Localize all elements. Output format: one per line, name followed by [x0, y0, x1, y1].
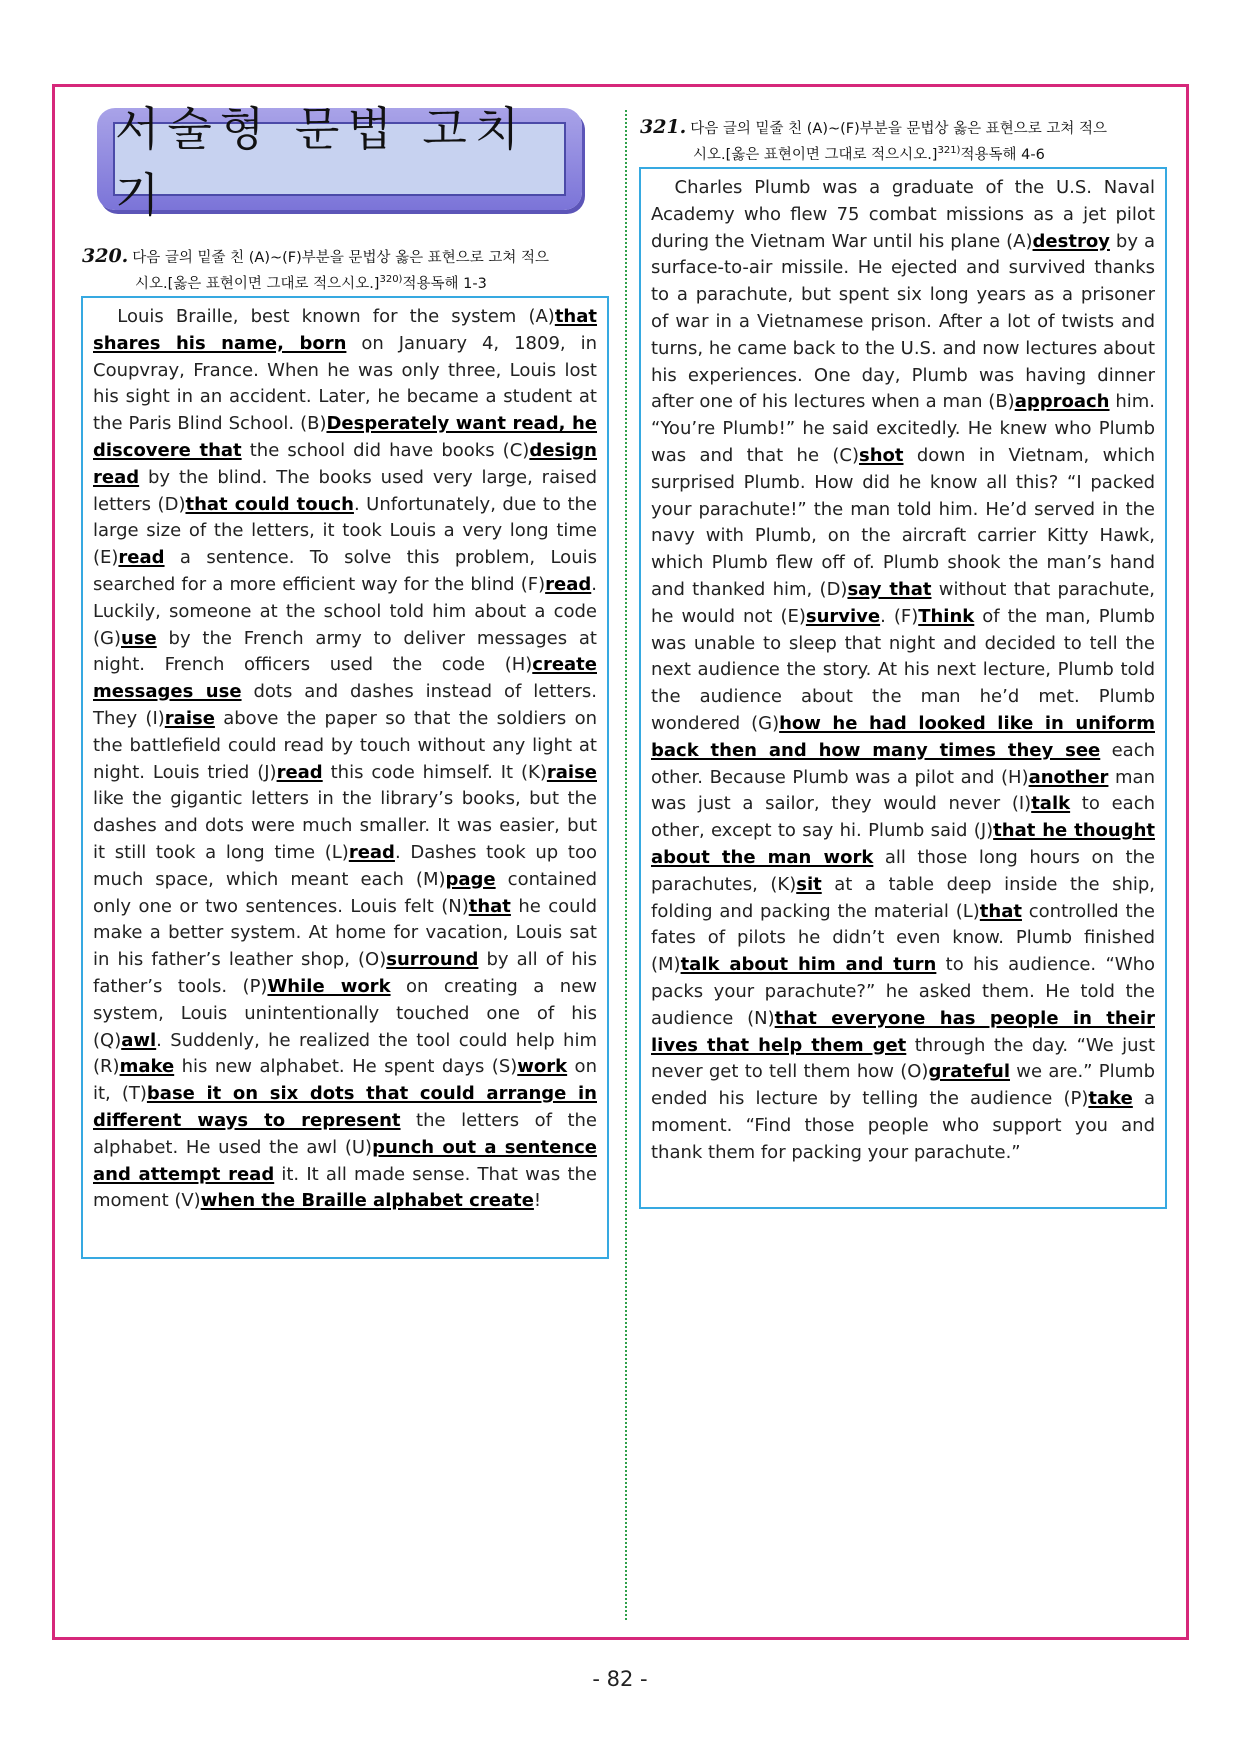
passage-text: to each other, except to say hi. Plumb said (J)	[651, 793, 1155, 842]
passage-text: like the gigantic letters in the library’s books, but the dashes and dots were much smaller. It was easier, but it still took a long time (L)	[93, 788, 597, 863]
passage-text: him. “You’re Plumb!” he said excitedly. He knew who Plumb was and that he (C)	[651, 391, 1155, 466]
page-number: - 82 -	[592, 1667, 648, 1691]
passage-text: on January 4, 1809, in Coupvray, France. When he was only three, Louis lost his sight in an accident. Later, he became a student at the Paris Blind School. (B)	[93, 332, 597, 435]
underlined-phrase: raise	[546, 761, 597, 783]
underlined-phrase: read	[348, 841, 395, 863]
passage-text: on it, (T)	[93, 1056, 597, 1105]
underlined-phrase: talk about him and turn	[680, 954, 937, 976]
passage-text: of the man, Plumb was unable to sleep that night and decided to tell the next audience the story. At his next lecture, Plumb told the audience about the man he’d met. Plumb wondered (G)	[651, 605, 1155, 734]
q320-instruction-line2: 시오.[옳은 표현이면 그대로 적으시오.]	[135, 275, 380, 292]
underlined-phrase: read	[276, 761, 323, 783]
q320-header	[82, 246, 612, 295]
underlined-phrase: approach	[1014, 391, 1110, 413]
q320-passage-box	[81, 296, 609, 1259]
underlined-phrase: read	[118, 547, 165, 569]
underlined-phrase: how he had looked like in uniform back then and how many times they see	[651, 712, 1155, 761]
underlined-phrase: Desperately want read, he discovere that	[93, 413, 598, 461]
passage-text: by all of his father’s tools. (P)	[93, 949, 597, 997]
underlined-phrase: take	[1088, 1088, 1133, 1110]
underlined-phrase: that	[468, 895, 511, 917]
passage-text: at a table deep inside the ship, folding and packing the material (L)	[651, 873, 1155, 922]
underlined-phrase: destroy	[1032, 230, 1110, 252]
q321-footnote: 321)	[937, 145, 961, 156]
underlined-phrase: shot	[859, 444, 904, 466]
passage-text: a moment. “Find those people who support you and thank them for packing your parachute.”	[651, 1088, 1155, 1163]
q321-passage	[651, 175, 1155, 1166]
q321-header	[640, 117, 1170, 166]
passage-text: the school did have books (C)	[241, 439, 530, 461]
underlined-phrase: that	[979, 900, 1022, 922]
underlined-phrase: design read	[93, 439, 597, 488]
underlined-phrase: that shares his name, born	[93, 306, 597, 354]
passage-text: above the paper so that the soldiers on the battlefield could read by touch without any light at night. Louis tried (J)	[93, 707, 597, 783]
underlined-phrase: say that	[847, 578, 932, 600]
underlined-phrase: base it on six dots that could arrange in different ways to represent	[93, 1083, 597, 1131]
underlined-phrase: surround	[386, 949, 479, 971]
q321-instruction-line2: 시오.[옳은 표현이면 그대로 적으시오.]	[693, 146, 938, 163]
passage-text: dots and dashes instead of letters. They (I)	[93, 681, 597, 729]
section-title-banner	[97, 102, 582, 222]
underlined-phrase: raise	[164, 707, 215, 729]
q321-number: 321.	[640, 116, 687, 138]
passage-text: a sentence. To solve this problem, Louis searched for a more efficient way for the blind (F)	[93, 547, 597, 595]
passage-text: this code himself. It (K)	[322, 761, 547, 783]
passage-text: on creating a new system, Louis unintentionally touched one of his (Q)	[93, 975, 598, 1051]
q321-source: 적용독해 4-6	[960, 146, 1045, 163]
passage-text: !	[533, 1190, 542, 1212]
passage-text: man was just a sailor, they would never (I)	[651, 766, 1155, 815]
underlined-phrase: that everyone has people in their lives that help them get	[651, 1007, 1155, 1056]
underlined-phrase: Think	[918, 605, 975, 627]
passage-text: each other. Because Plumb was a pilot and (H)	[651, 739, 1155, 788]
underlined-phrase: another	[1028, 766, 1109, 788]
passage-text: . (F)	[880, 605, 919, 627]
passage-text: we are.” Plumb ended his lecture by telling the audience (P)	[651, 1061, 1155, 1110]
passage-text: through the day. “We just never get to tell them how (O)	[651, 1034, 1156, 1083]
column-divider	[625, 110, 627, 1620]
q320-source: 적용독해 1-3	[402, 275, 487, 292]
section-title-inner	[113, 102, 566, 222]
passage-text: . Unfortunately, due to the large size of the letters, it took Louis a very long time (E)	[93, 493, 597, 569]
passage-text: down in Vietnam, which surprised Plumb. How did he know all this? “I packed your parachute!” the man told him. He’d served in the navy with Plumb, on the aircraft carrier Kitty Hawk, which Plumb flew off of. Plumb shook the man’s hand and thanked him, (D)	[651, 444, 1156, 600]
underlined-phrase: page	[445, 868, 496, 890]
underlined-phrase: read	[545, 573, 592, 595]
passage-text: controlled the fates of pilots he didn’t even know. Plumb finished (M)	[651, 900, 1155, 976]
passage-text: the letters of the alphabet. He used the awl (U)	[93, 1109, 598, 1158]
q321-passage-box	[639, 167, 1167, 1209]
passage-text: it. It all made sense. That was the moment (V)	[93, 1163, 597, 1212]
underlined-phrase: survive	[805, 605, 881, 627]
q321-instruction-line1: 다음 글의 밑줄 친 (A)~(F)부분을 문법상 옳은 표현으로 고쳐 적으	[690, 121, 1107, 137]
passage-text: . Dashes took up too much space, which meant each (M)	[93, 841, 597, 890]
passage-text: . Suddenly, he realized the tool could help him (R)	[93, 1029, 597, 1078]
underlined-phrase: work	[517, 1056, 568, 1078]
passage-text: to his audience. “Who packs your parachute?” he asked them. He told the audience (N)	[651, 954, 1155, 1029]
underlined-phrase: sit	[796, 873, 822, 895]
passage-text: contained only one or two sentences. Louis felt (N)	[93, 868, 597, 917]
q320-passage	[93, 304, 597, 1215]
underlined-phrase: grateful	[928, 1061, 1010, 1083]
passage-text: by a surface-to-air missile. He ejected and survived thanks to a parachute, but spent six long years as a prisoner of war in a Vietnamese prison. After a lot of twists and turns, he came back to the U.S. and now lectures about his experiences. One day, Plumb was having dinner after one of his lectures when a man (B)	[651, 230, 1155, 413]
underlined-phrase: awl	[121, 1029, 157, 1051]
underlined-phrase: when the Braille alphabet create	[200, 1190, 534, 1212]
underlined-phrase: make	[119, 1056, 175, 1078]
underlined-phrase: that he thought about the man work	[651, 820, 1155, 868]
underlined-phrase: use	[121, 627, 157, 649]
passage-text: by the blind. The books used very large, raised letters (D)	[93, 466, 597, 515]
passage-text: his new alphabet. He spent days (S)	[174, 1056, 518, 1078]
underlined-phrase: talk	[1031, 793, 1071, 815]
passage-text: he could make a better system. At home for vacation, Louis sat in his father’s leather shop, (O)	[93, 895, 597, 971]
passage-text: Charles Plumb was a graduate of the U.S. Naval Academy who flew 75 combat missions as a jet pilot during the Vietnam War until his plane (A)	[651, 177, 1155, 252]
underlined-phrase: While work	[267, 975, 391, 997]
underlined-phrase: create messages use	[93, 654, 597, 703]
q320-number: 320.	[82, 245, 129, 267]
passage-text: without that parachute, he would not (E)	[651, 578, 1155, 627]
passage-text: . Luckily, someone at the school told him about a code (G)	[93, 573, 597, 649]
passage-text: by the French army to deliver messages at night. French officers used the code (H)	[93, 627, 597, 676]
underlined-phrase: punch out a sentence and attempt read	[93, 1136, 597, 1185]
passage-text: Louis Braille, best known for the system (A)	[93, 306, 555, 327]
q320-footnote: 320)	[379, 274, 403, 285]
section-title: 서술형 문법 고치기	[115, 102, 528, 222]
q320-instruction-line1: 다음 글의 밑줄 친 (A)~(F)부분을 문법상 옳은 표현으로 고쳐 적으	[132, 250, 549, 266]
passage-text: all those long hours on the parachutes, (K)	[651, 846, 1155, 895]
underlined-phrase: that could touch	[185, 493, 354, 515]
